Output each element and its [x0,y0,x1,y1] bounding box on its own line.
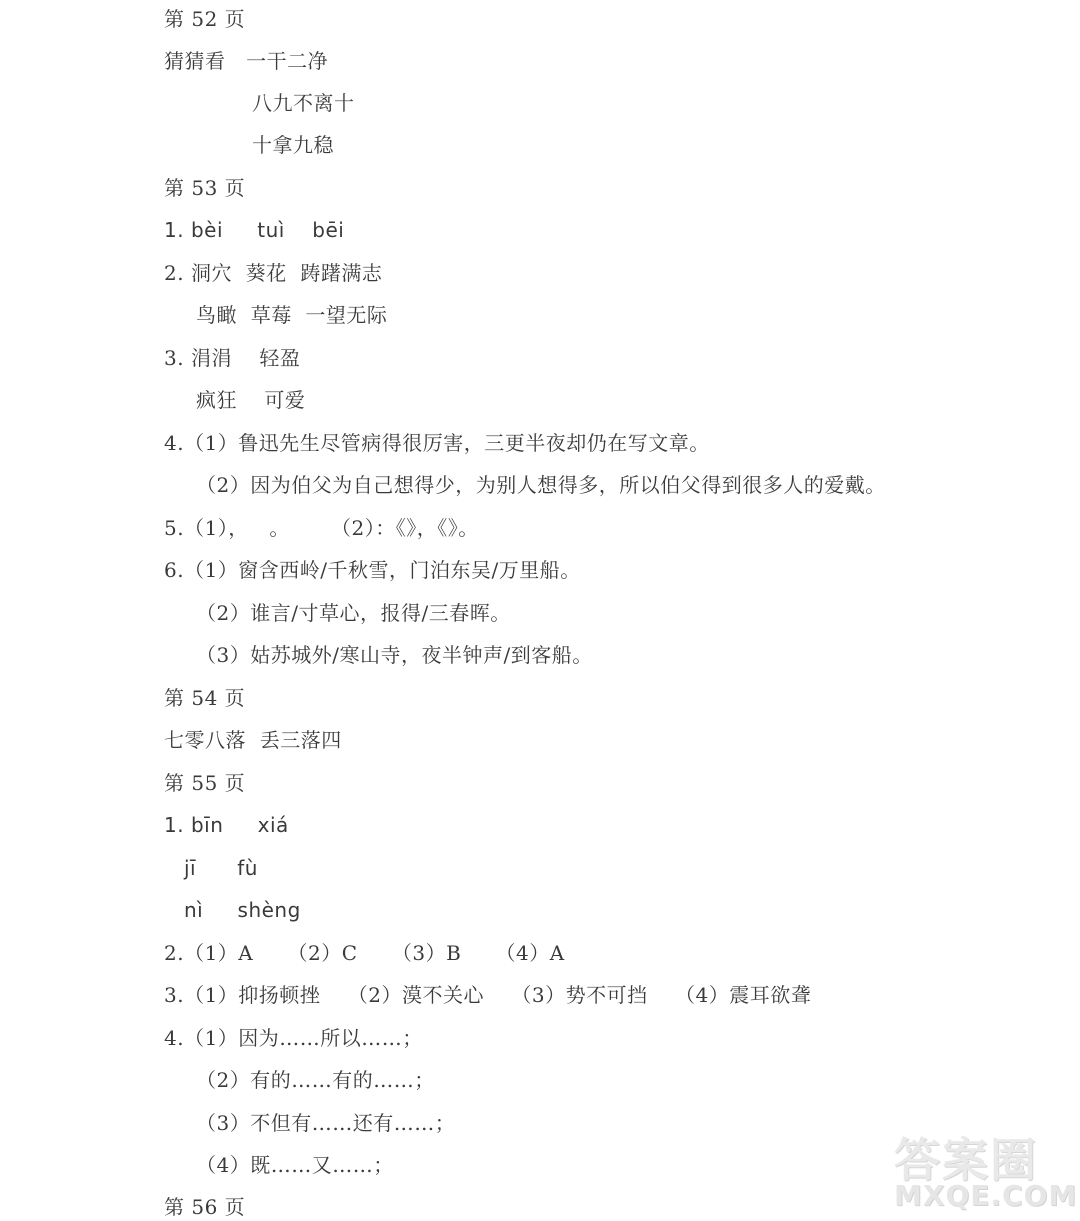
watermark-logo: 答案圈 [894,1133,1038,1187]
answer-6-item-3: （3）姑苏城外/寒山寺，夜半钟声/到客船。 [196,643,593,667]
answer-1-pinyin: 1. bèi tuì bēi [164,218,345,242]
answer-4-item-1: 4.（1）鲁迅先生尽管病得很厉害，三更半夜却仍在写文章。 [164,431,710,455]
answer-55-4-item-3: （3）不但有……还有……； [196,1111,456,1135]
page-heading-56: 第 56 页 [164,1195,246,1219]
answer-55-2: 2.（1）A （2）C （3）B （4）A [164,941,565,965]
answer-55-1-line-1: 1. bīn xiá [164,813,289,837]
page-heading-53: 第 53 页 [164,176,246,200]
watermark-url: MXQE.COM [894,1179,1078,1212]
answer-55-1-line-2: jī fù [184,856,258,880]
answer-2-line-2: 鸟瞰 草莓 一望无际 [196,303,388,327]
page-heading-55: 第 55 页 [164,771,246,795]
answer-55-4-item-4: （4）既……又……； [196,1153,394,1177]
guess-line-1: 猜猜看 一干二净 [164,49,329,73]
answer-55-3: 3.（1）抑扬顿挫 （2）漠不关心 （3）势不可挡 （4）震耳欲聋 [164,983,812,1007]
answer-55-4-item-2: （2）有的……有的……； [196,1068,435,1092]
answer-6-item-1: 6.（1）窗含西岭/千秋雪，门泊东吴/万里船。 [164,558,581,582]
watermark [894,1124,1078,1212]
answer-55-1-line-3: nì shèng [184,898,301,922]
answer-6-item-2: （2）谁言/寸草心，报得/三春晖。 [196,601,511,625]
guess-line-2: 八九不离十 [252,91,355,115]
answer-2-line-1: 2. 洞穴 葵花 踌躇满志 [164,261,383,285]
answer-3-line-1: 3. 涓涓 轻盈 [164,346,301,370]
page-heading-54: 第 54 页 [164,686,246,710]
answer-3-line-2: 疯狂 可爱 [196,388,306,412]
answer-4-item-2: （2）因为伯父为自己想得少，为别人想得多，所以伯父得到很多人的爱戴。 [196,473,886,497]
guess-line-3: 十拿九稳 [252,133,334,157]
answer-5: 5.（1）， 。 （2）：《》，《》。 [164,516,479,540]
idioms-line: 七零八落 丢三落四 [164,728,342,752]
answer-55-4-item-1: 4.（1）因为……所以……； [164,1026,423,1050]
page-heading-52: 第 52 页 [164,7,246,31]
